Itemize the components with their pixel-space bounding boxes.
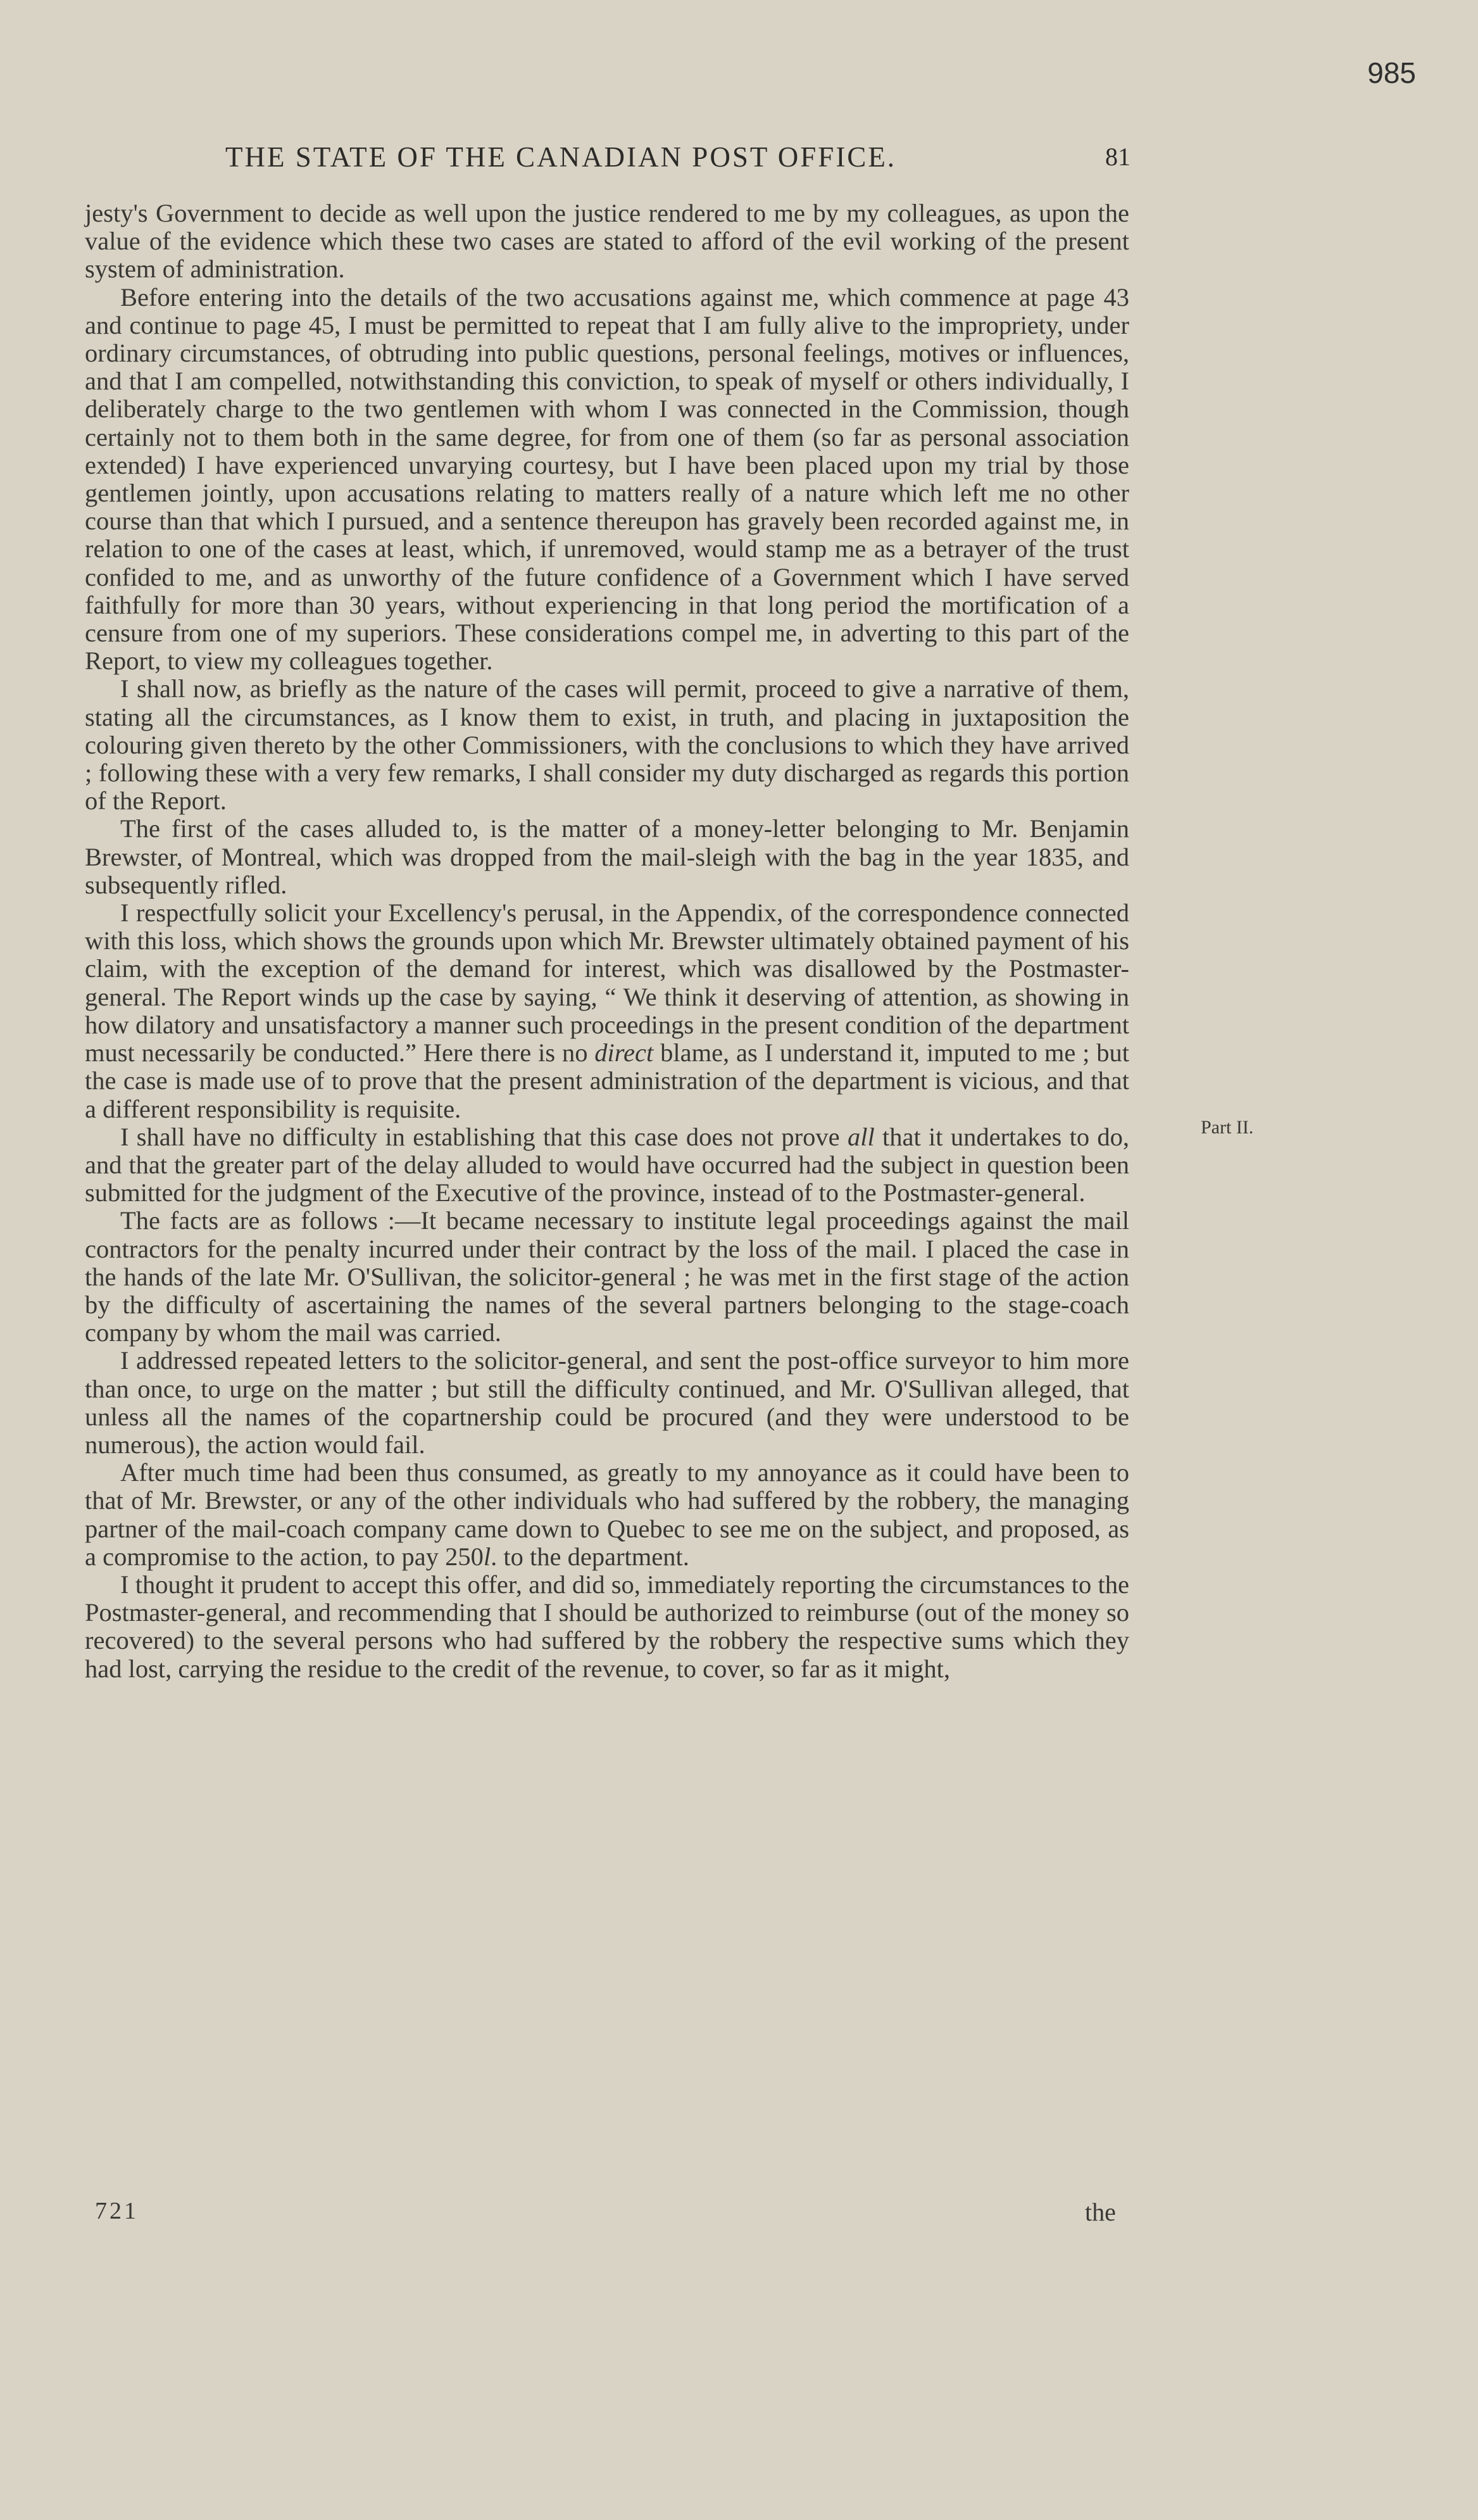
text-run: . to the department.: [491, 1542, 689, 1571]
text-run: I shall now, as briefly as the nature of the cases will permit, proceed to give a narrative of them, stating all the circumstances, as I know them to exist, in truth, and placing in juxtaposition the colouring given thereto by the other Commissioners, with the conclusions to which they have arrived ; following these with a very few remarks, I shall consider my duty discharged as regards this portion of the Report.: [85, 674, 1129, 816]
running-title: THE STATE OF THE CANADIAN POST OFFICE.: [225, 141, 897, 173]
paragraph: [85, 899, 1129, 1123]
paragraph: [85, 199, 1129, 284]
text-run: that it undertakes to do, and that the greater part of the delay alluded to would have occurred had the subject in question been submitted for the judgment of the Executive of the province, instead of to the Postmaster-general.: [85, 1122, 1129, 1207]
paragraph: [85, 1347, 1129, 1459]
italic-text: direct: [594, 1038, 654, 1068]
text-run: Before entering into the details of the two accusations against me, which commence at page 43 and continue to page 45, I must be permitted to repeat that I am fully alive to the impropriety, under ordinary circumstances, of obtruding into public questions, personal feelings, motives or influences, and that I am compelled, notwithstanding this conviction, to speak of myself or others individually, I deliberately charge to the two gentlemen with whom I was connected in the Commission, though certainly not to them both in the same degree, for from one of them (so far as personal association extended) I have experienced unvarying courtesy, but I have been placed upon my trial by those gentlemen jointly, upon accusations relating to matters really of a nature which left me no other course than that which I pursued, and a sentence thereupon has gravely been recorded against me, in relation to one of the cases at least, which, if unremoved, would stamp me as a betrayer of the trust confided to me, and as unworthy of the future confidence of a Government which I have served faithfully for more than 30 years, without experiencing in that long period the mortification of a censure from one of my superiors. These considerations compel me, in adverting to this part of the Report, to view my colleagues together.: [85, 282, 1129, 676]
body-text: [85, 199, 1129, 1683]
paragraph: [85, 1459, 1129, 1571]
text-run: I respectfully solicit your Excellency's perusal, in the Appendix, of the correspondence connected with this loss, which shows the grounds upon which Mr. Brewster ultimately obtained payment of his claim, with the exception of the demand for interest, which was disallowed by the Postmaster-general. The Report winds up the case by saying, “ We think it deserving of attention, as showing in how dilatory and unsatisfactory a manner such proceedings in the present condition of the department must necessarily be conducted.” Here there is no: [85, 898, 1129, 1068]
text-run: jesty's Government to decide as well upon the justice rendered to me by my colleagues, as upon the value of the evidence which these two cases are stated to afford of the evil working of the present system of administration.: [85, 199, 1129, 284]
margin-note: Part II.: [1201, 1117, 1254, 1138]
italic-text: l: [483, 1542, 491, 1571]
text-run: blame, as I understand it, imputed to me ; but the case is made use of to prove that the present administration of the department is vicious, and that a different responsibility is requisite.: [85, 1038, 1129, 1123]
paragraph: [85, 1207, 1129, 1347]
printer-signature: 721: [95, 2198, 139, 2224]
text-run: The facts are as follows :—It became necessary to institute legal proceedings against the mail contractors for the penalty incurred under their contract by the loss of the mail. I placed the case in the hands of the late Mr. O'Sullivan, the solicitor-general ; he was met in the first stage of the action by the difficulty of ascertaining the names of the several partners belonging to the stage-coach company by whom the mail was carried.: [85, 1206, 1129, 1347]
archive-page-number: 985: [1367, 56, 1416, 89]
paragraph: [85, 675, 1129, 815]
paragraph: [85, 1123, 1129, 1207]
paragraph: [85, 284, 1129, 676]
text-run: I thought it prudent to accept this offer, and did so, immediately reporting the circumstances to the Postmaster-general, and recommending that I should be authorized to reimburse (out of the money so recovered) to the several persons who had suffered by the robbery the respective sums which they had lost, carrying the residue to the credit of the revenue, to cover, so far as it might,: [85, 1570, 1129, 1683]
text-run: I addressed repeated letters to the solicitor-general, and sent the post-office surveyor to him more than once, to urge on the matter ; but still the difficulty continued, and Mr. O'Sullivan alleged, that unless all the names of the copartnership could be procured (and they were understood to be numerous), the action would fail.: [85, 1346, 1129, 1459]
paragraph: [85, 815, 1129, 899]
running-head: [225, 141, 1130, 179]
text-run: I shall have no difficulty in establishing that this case does not prove: [120, 1122, 848, 1151]
italic-text: all: [847, 1122, 875, 1151]
text-run: After much time had been thus consumed, as greatly to my annoyance as it could have been to that of Mr. Brewster, or any of the other individuals who had suffered by the robbery, the managing partner of the mail-coach company came down to Quebec to see me on the subject, and proposed, as a compromise to the action, to pay 250: [85, 1458, 1129, 1571]
page-folio: 81: [1105, 142, 1130, 171]
catchword: the: [1085, 2198, 1116, 2226]
paragraph: [85, 1571, 1129, 1683]
text-run: The first of the cases alluded to, is the matter of a money-letter belonging to Mr. Benjamin Brewster, of Montreal, which was dropped from the mail-sleigh with the bag in the year 1835, and subsequently rifled.: [85, 814, 1129, 899]
